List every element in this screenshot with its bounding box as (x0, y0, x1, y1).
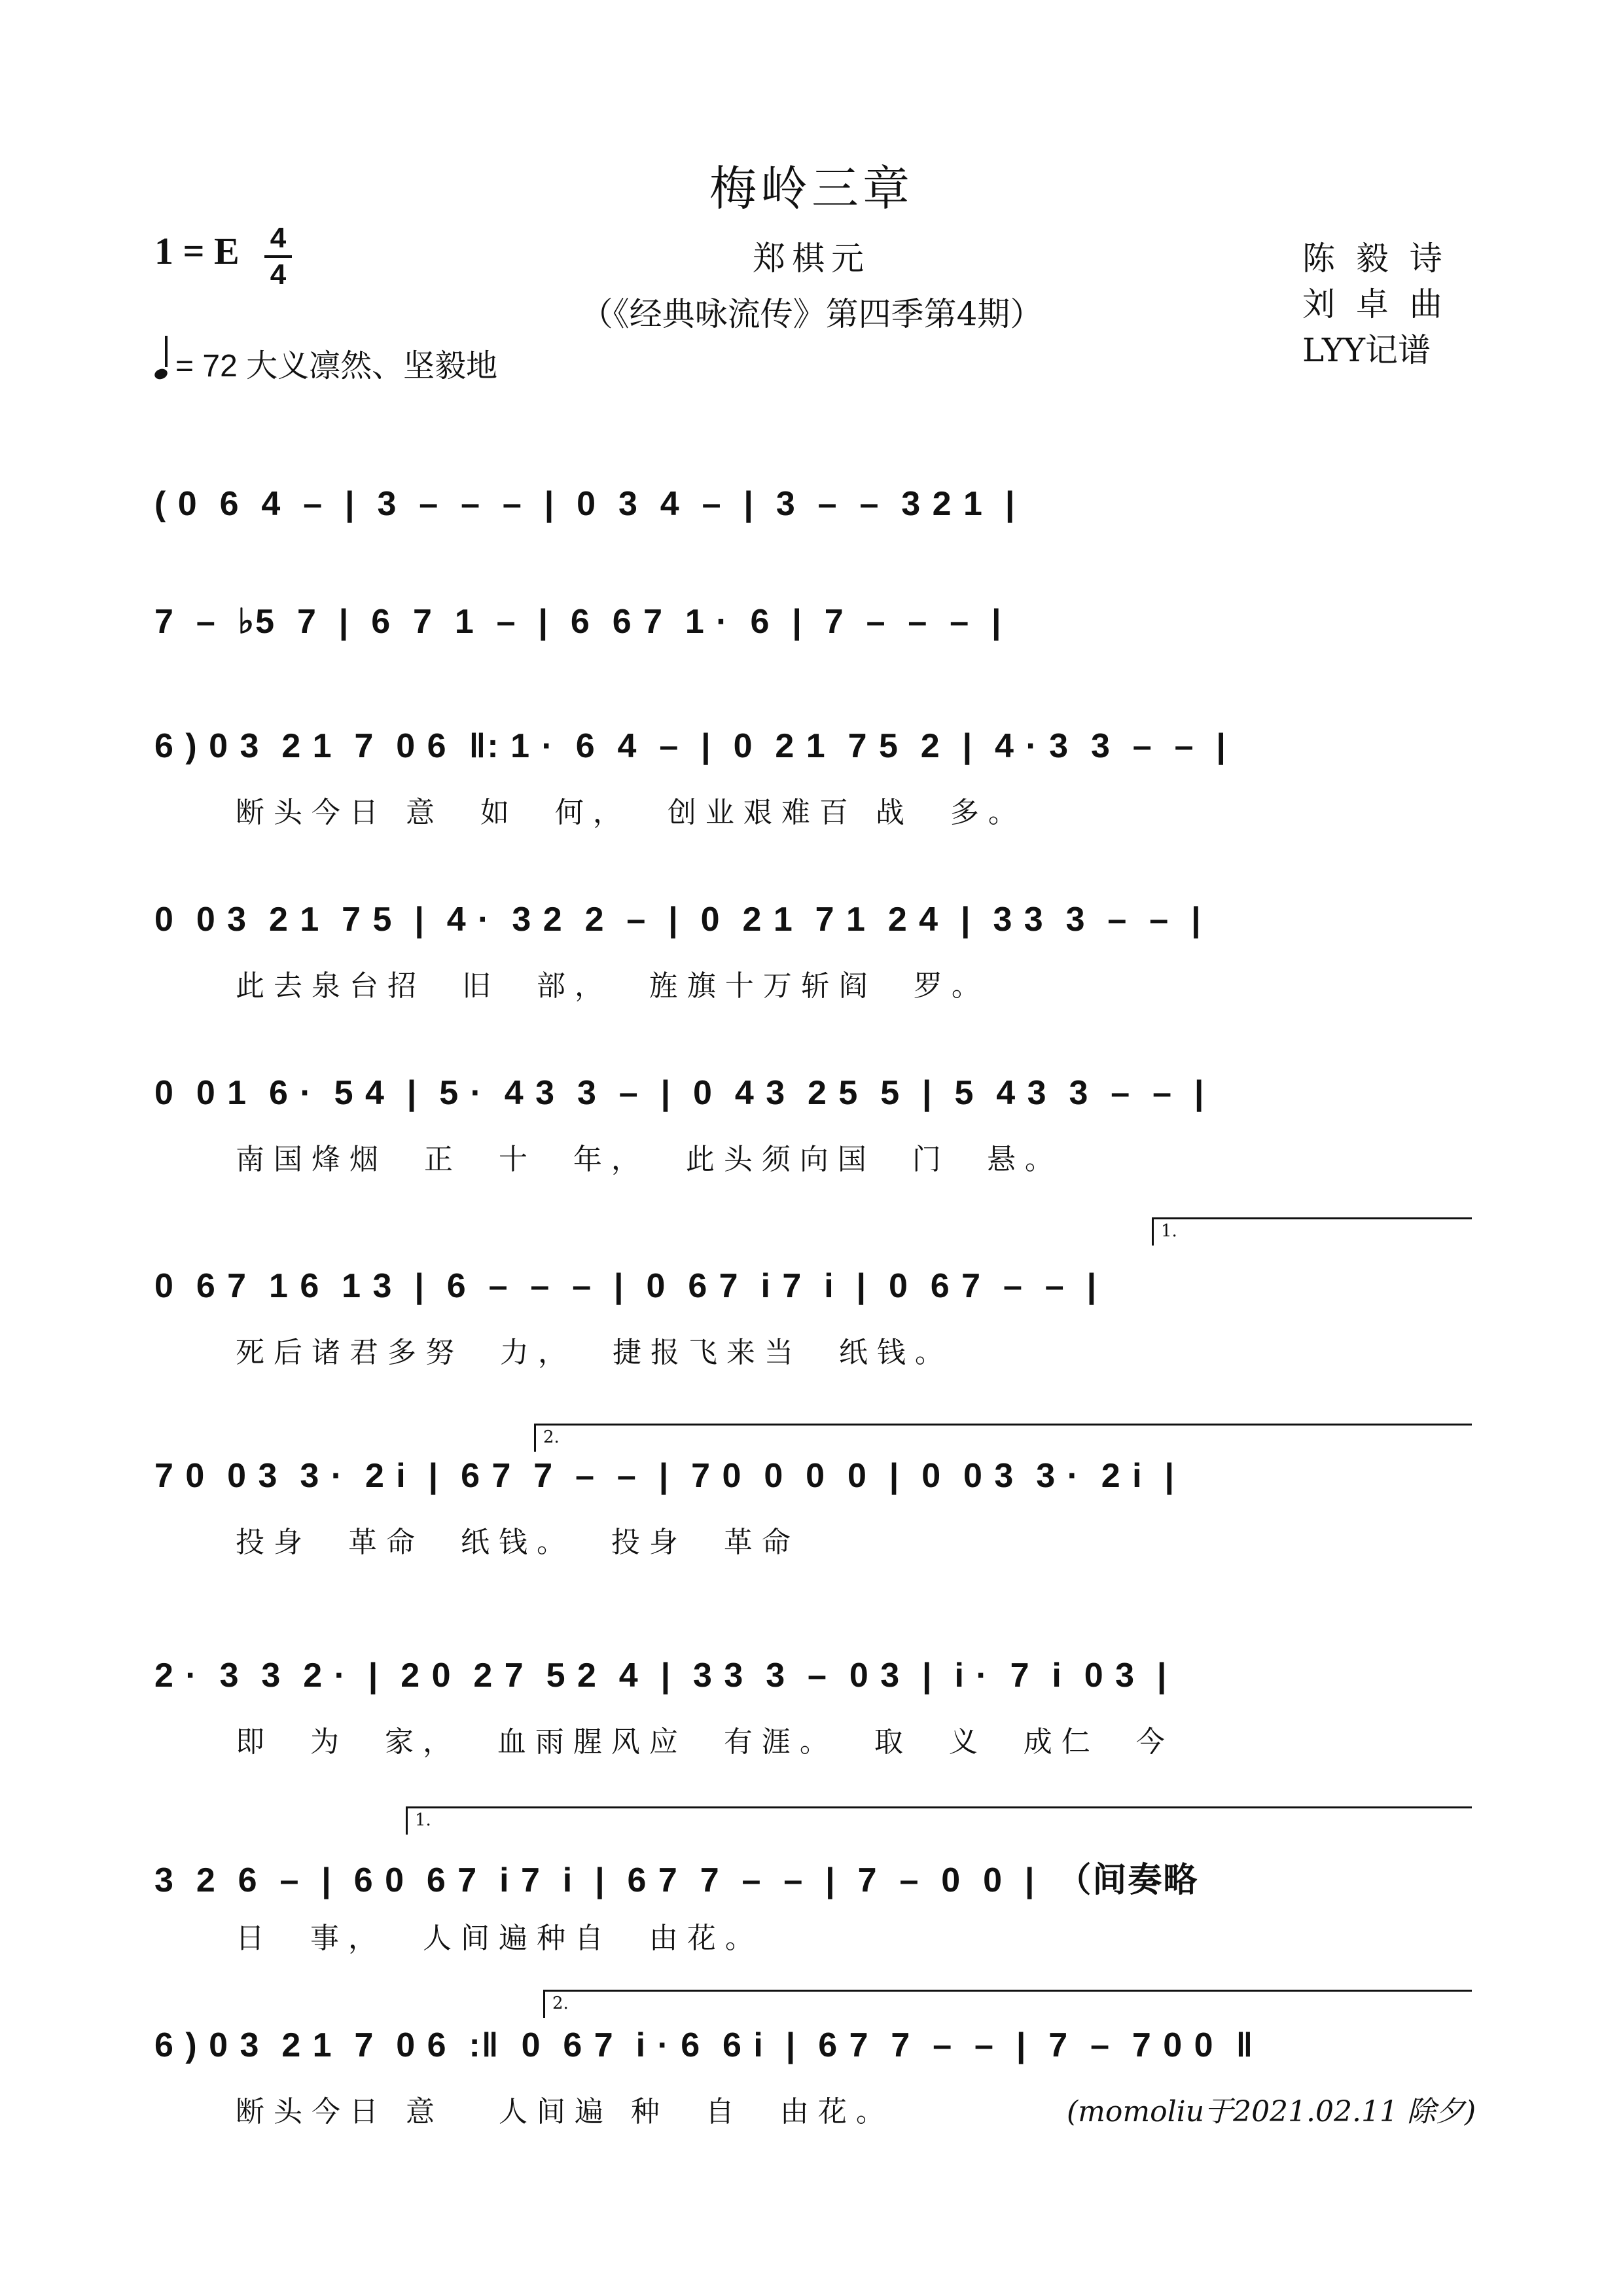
lyrics-row: 南国烽烟 正 十 年， 此头须向国 门 悬。 (236, 1143, 1063, 1176)
lyrics-row: 此去泉台招 旧 部， 旌旗十万斩阎 罗。 (236, 969, 990, 1003)
score-row: 3 2 6 – | 6 0 6 7 i 7 i | 6 7 7 – – | 7 – 0 0 | （间奏略 (154, 1861, 1199, 1899)
key-signature: 1 = E (154, 230, 240, 272)
composer-credit: 刘 卓 曲 (1302, 285, 1448, 323)
volta-bracket (534, 1424, 1472, 1452)
quarter-note-stem (165, 336, 168, 367)
score-row: 7 0 0 3 3 · 2 i | 6 7 7 – – | 7 0 0 0 0 | 0 0 3 3 · 2 i | (154, 1457, 1176, 1495)
score-row: 6 ) 0 3 2 1 7 0 6 ‖: 1 · 6 4 – | 0 2 1 7 5 2 | 4 · 3 3 – – | (154, 727, 1227, 765)
transcriber-credit: LYY记谱 (1302, 331, 1431, 369)
volta-label: 1. (415, 1810, 431, 1830)
score-row: 0 0 3 2 1 7 5 | 4 · 3 2 2 – | 0 2 1 7 1 2 4 | 3 3 3 – – | (154, 901, 1202, 939)
score-row: 0 0 1 6 · 5 4 | 5 · 4 3 3 – | 0 4 3 2 5 5 | 5 4 3 3 – – | (154, 1074, 1205, 1112)
volta-bracket (543, 1990, 1472, 2018)
lyricist-credit: 陈 毅 诗 (1302, 240, 1448, 278)
lyrics-row: 死后诸君多努 力， 捷报飞来当 纸钱。 (236, 1336, 953, 1369)
score-row: 7 – ♭5 7 | 6 7 1 – | 6 6 7 1 · 6 | 7 – – – | (154, 603, 1003, 641)
score-row: 2 · 3 3 2 · | 2 0 2 7 5 2 4 | 3 3 3 – 0 3 | i · 7 i 0 3 | (154, 1657, 1168, 1695)
quarter-note-icon (153, 367, 169, 381)
transcriber-signature: (momoliu于2021.02.11 除夕) (1067, 2095, 1476, 2128)
lyrics-row: 断头今日 意 如 何， 创业艰难百 战 多。 (236, 796, 1026, 829)
volta-label: 2. (543, 1427, 560, 1447)
volta-label: 1. (1161, 1221, 1177, 1241)
program-info: （《经典咏流传》第四季第4期） (580, 295, 1043, 333)
time-signature-top: 4 (270, 222, 287, 254)
lyrics-row: 断头今日 意 人间遍 种 自 由花。 (236, 2095, 894, 2128)
score-row: 0 6 7 1 6 1 3 | 6 – – – | 0 6 7 i 7 i | 0 6 7 – – | (154, 1267, 1098, 1305)
volta-bracket (1152, 1217, 1472, 1246)
singer: 郑棋元 (753, 240, 870, 278)
volta-label: 2. (552, 1994, 569, 2013)
lyrics-row: 即 为 家， 血雨腥风应 有涯。 取 义 成仁 今 (236, 1725, 1174, 1759)
score-row: 6 ) 0 3 2 1 7 0 6 :‖ 0 6 7 i · 6 6 i | 6 7 7 – – | 7 – 7 0 0 ‖ (154, 2026, 1255, 2064)
score-title: 梅岭三章 (709, 161, 914, 216)
tempo-marking (154, 340, 497, 386)
lyrics-row: 投身 革命 纸钱。 投身 革命 (236, 1526, 800, 1559)
tempo-text: = 72 大义凛然、坚毅地 (175, 349, 498, 384)
lyrics-row: 日 事， 人间遍种自 由花。 (236, 1922, 763, 1955)
score-row: ( 0 6 4 – | 3 – – – | 0 3 4 – | 3 – – 3 2 1 | (154, 485, 1016, 523)
volta-bracket (406, 1806, 1472, 1835)
time-signature-bottom: 4 (270, 259, 287, 291)
